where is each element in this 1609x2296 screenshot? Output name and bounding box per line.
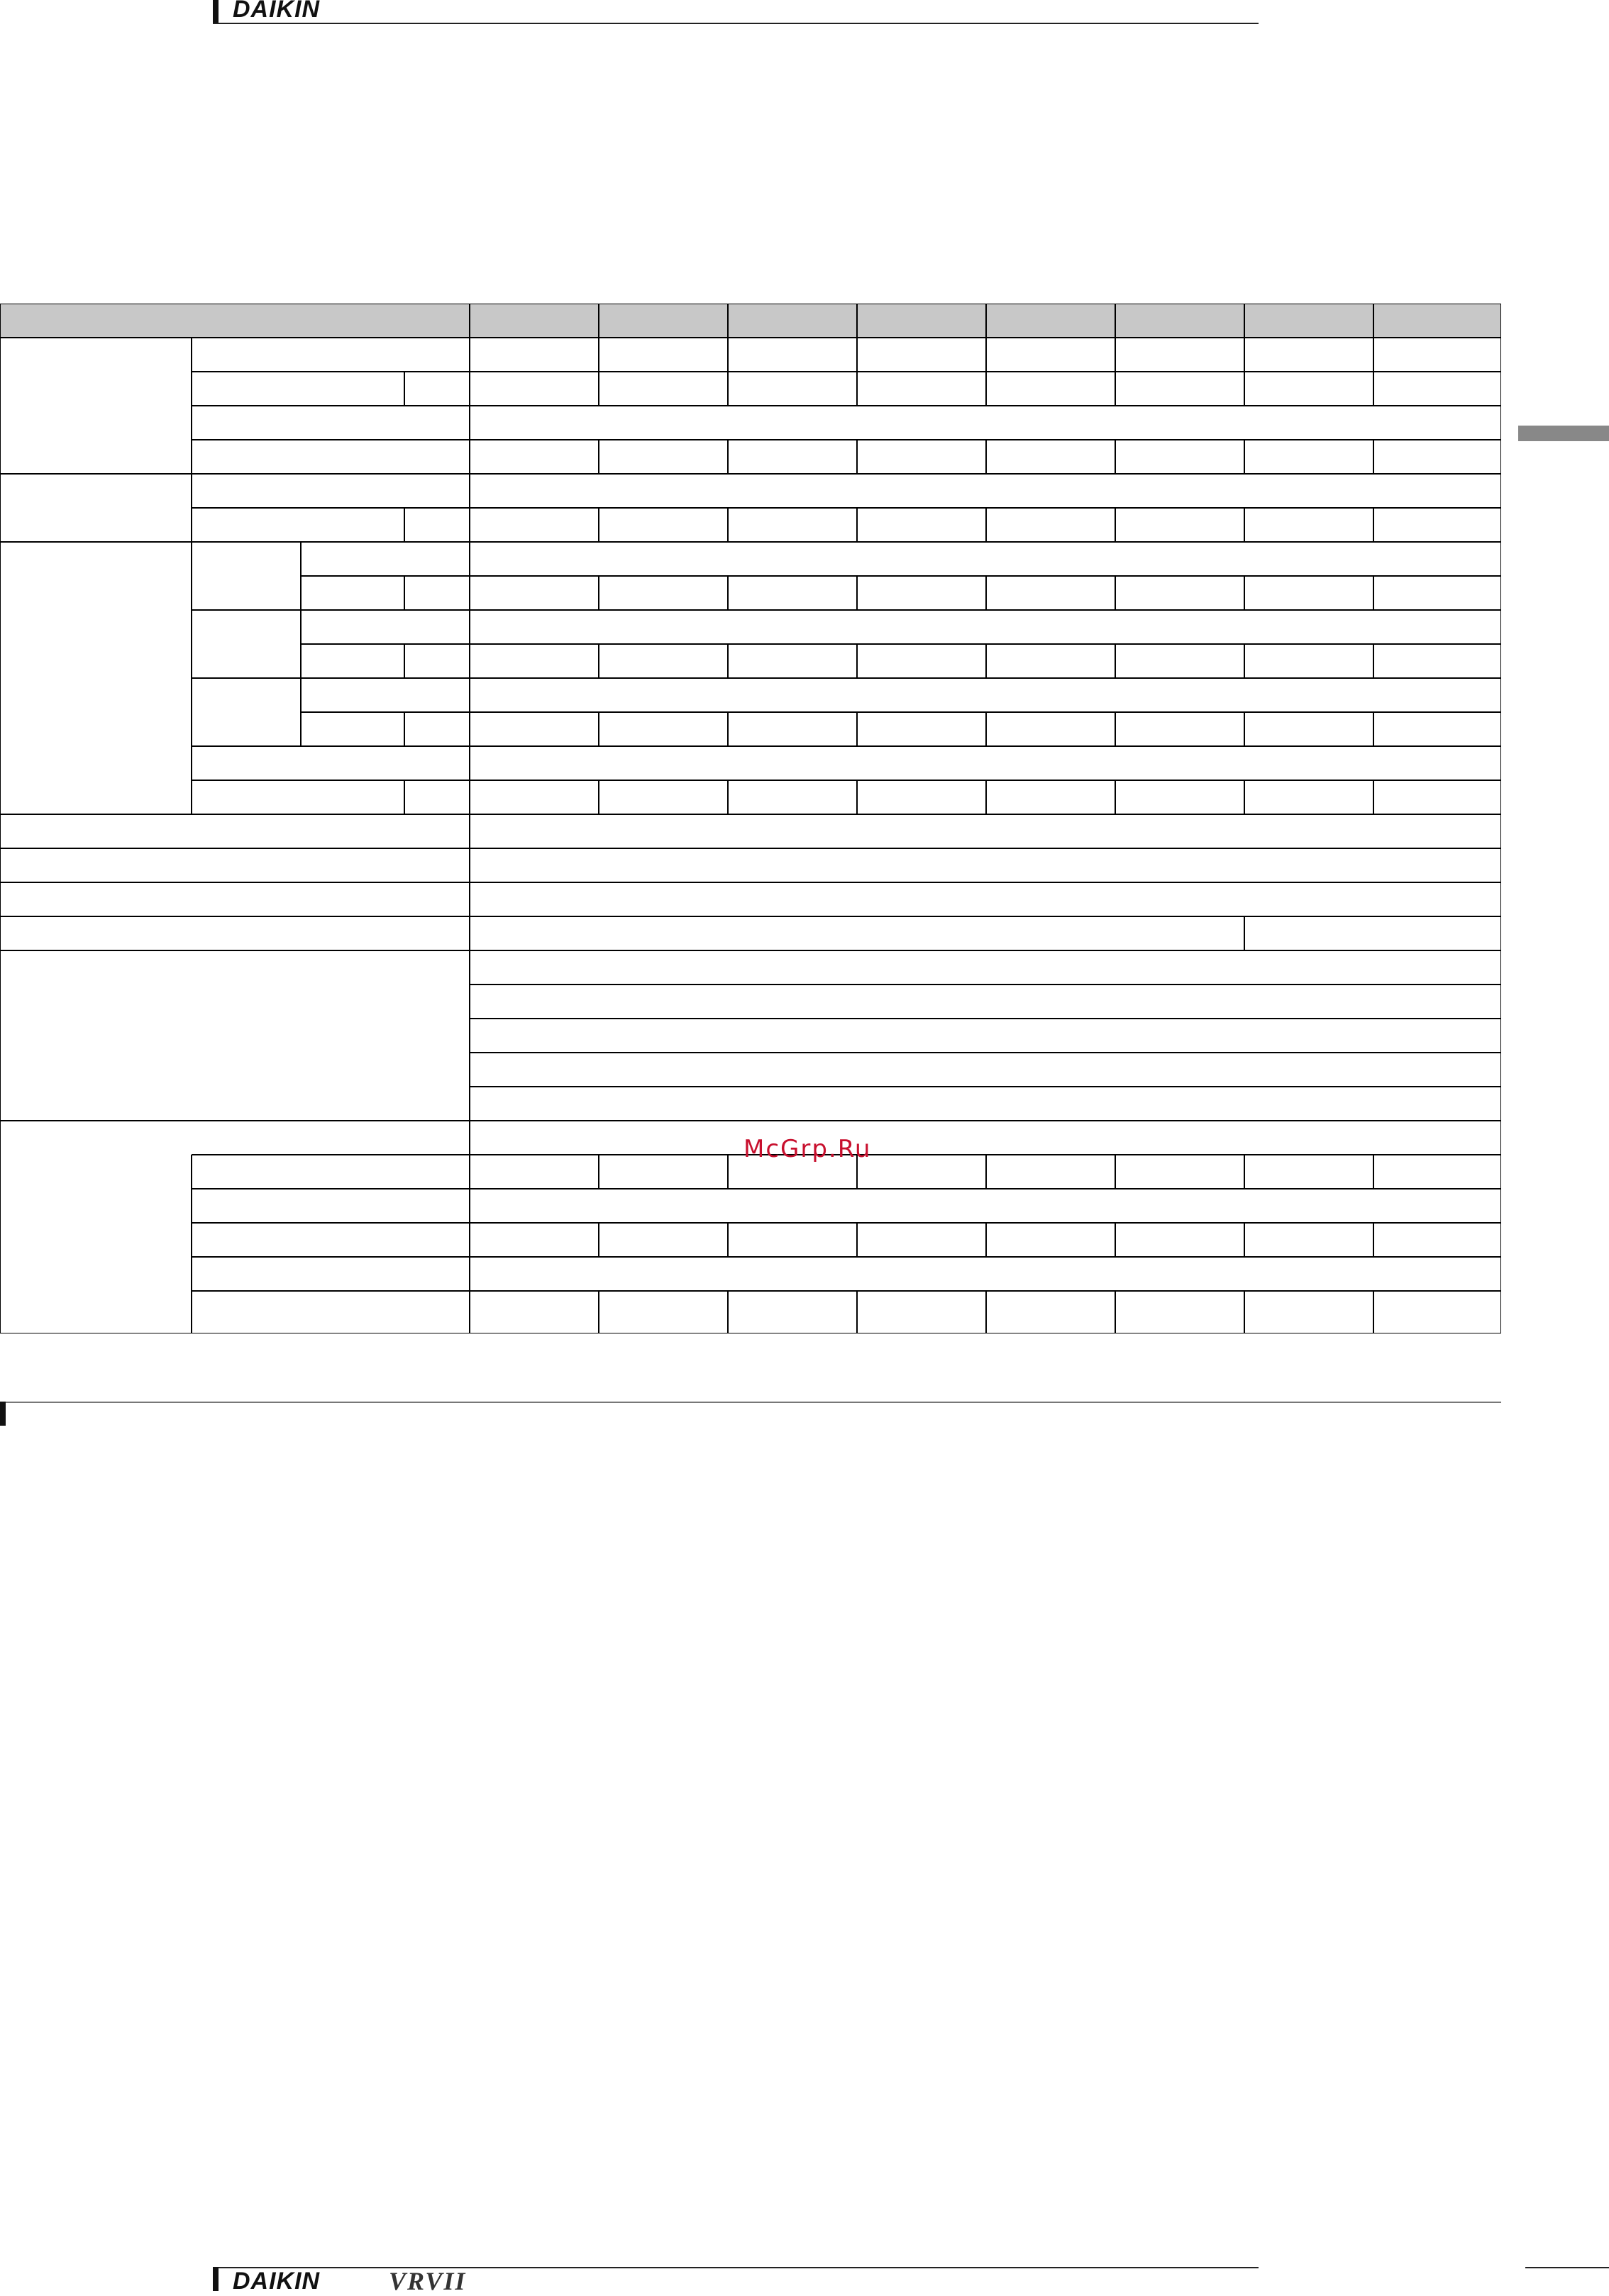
table-header-row [0, 304, 1501, 338]
footer-rule-right [1525, 2267, 1609, 2268]
footer-marker [213, 2267, 219, 2291]
header-rule [213, 23, 1259, 24]
watermark-text: McGrp.Ru [743, 1135, 872, 1163]
specification-grid [0, 304, 1501, 1333]
specification-table [0, 304, 1501, 1333]
footer-rule [213, 2267, 1259, 2268]
header-brand-logo: DAIKIN [233, 0, 321, 23]
footer-product-logo: VRVII [389, 2267, 467, 2295]
header-marker [213, 0, 219, 24]
section-marker [0, 1402, 6, 1426]
table-gridlines [0, 304, 1501, 1333]
section-tab-marker [1518, 426, 1609, 441]
footer-brand-logo: DAIKIN [233, 2268, 321, 2295]
section-rule [0, 1402, 1501, 1403]
